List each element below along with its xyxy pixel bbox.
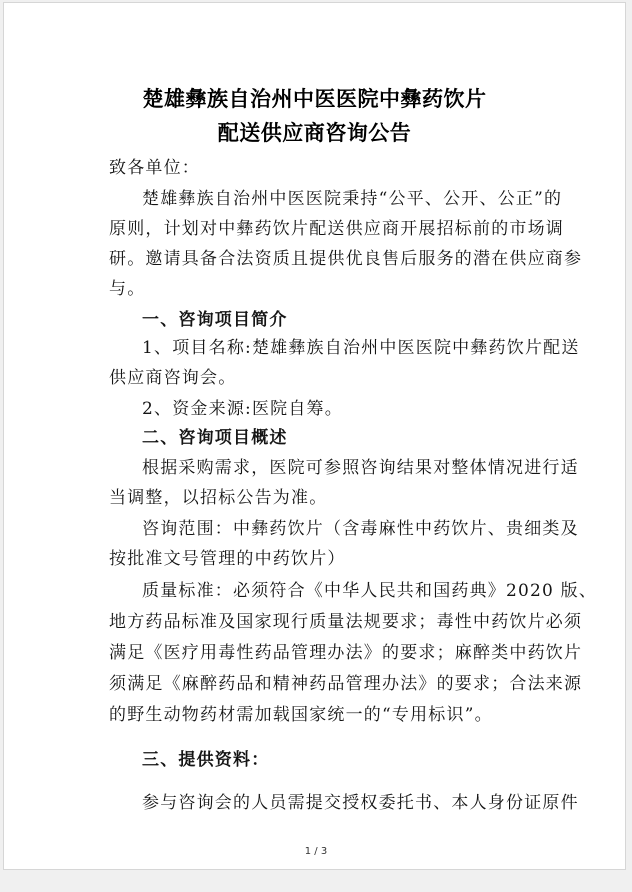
section-2-para: 根据采购需求，医院可参照咨询结果对整体情况进行适 [142, 458, 579, 478]
scope-para: 咨询范围：中彝药饮片（含毒麻性中药饮片、贵细类及 [142, 519, 579, 539]
section-1-heading: 一、咨询项目简介 [142, 310, 288, 330]
scope-para: 按批准文号管理的中药饮片） [109, 549, 346, 569]
intro-line: 与。 [109, 279, 146, 299]
document-page [3, 2, 626, 870]
document-title-line-2: 配送供应商咨询公告 [217, 120, 412, 145]
section-1-item-2: 2、资金来源:医院自筹。 [142, 399, 343, 419]
section-3-heading: 三、提供资料： [142, 750, 270, 770]
section-2-para: 当调整，以招标公告为准。 [109, 488, 328, 508]
document-title-line-1: 楚雄彝族自治州中医医院中彝药饮片 [142, 86, 487, 111]
section-3-para: 参与咨询会的人员需提交授权委托书、本人身份证原件 [142, 793, 579, 813]
intro-line: 楚雄彝族自治州中医医院秉持“公平、公开、公正”的 [142, 189, 563, 209]
quality-para: 须满足《麻醉药品和精神药品管理办法》的要求；合法来源 [109, 674, 583, 694]
intro-line: 原则，计划对中彝药饮片配送供应商开展招标前的市场调 [109, 219, 564, 239]
quality-para: 地方药品标准及国家现行质量法规要求；毒性中药饮片必须 [109, 612, 583, 632]
quality-para: 满足《医疗用毒性药品管理办法》的要求；麻醉类中药饮片 [109, 643, 583, 663]
quality-para: 质量标准：必须符合《中华人民共和国药典》2020 版、 [142, 581, 598, 601]
quality-para: 的野生动物药材需加载国家统一的“专用标识”。 [109, 705, 493, 725]
section-1-item-1: 1、项目名称:楚雄彝族自治州中医医院中彝药饮片配送 [142, 338, 580, 358]
page-indicator: 1 / 3 [304, 846, 328, 857]
salutation: 致各单位： [109, 158, 200, 178]
section-1-item-1-cont: 供应商咨询会。 [109, 368, 237, 388]
section-2-heading: 二、咨询项目概述 [142, 428, 288, 448]
intro-line: 研。邀请具备合法资质且提供优良售后服务的潜在供应商参 [109, 249, 583, 269]
